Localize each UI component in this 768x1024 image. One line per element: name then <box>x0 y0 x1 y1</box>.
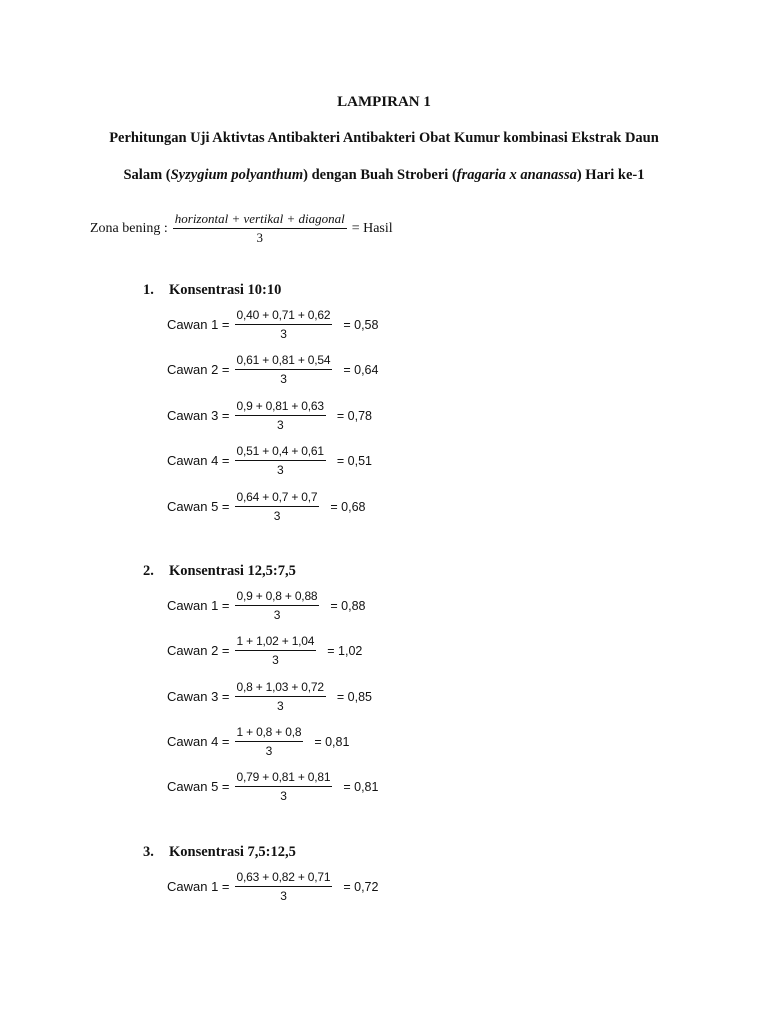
calc-numerator: 0,9 + 0,8 + 0,88 <box>235 589 320 606</box>
page-heading: LAMPIRAN 1 <box>337 94 431 110</box>
calc-denominator: 3 <box>272 653 279 667</box>
calc-result: = 0,85 <box>336 689 372 704</box>
calc-row <box>167 353 378 386</box>
calc-denominator: 3 <box>276 699 284 713</box>
section-title: Konsentrasi 10:10 <box>169 282 282 298</box>
calc-numerator: 0,51 + 0,4 + 0,61 <box>235 444 326 461</box>
cawan-label: Cawan 3 = <box>167 689 230 704</box>
calc-result: = 0,58 <box>343 317 379 332</box>
calc-fraction <box>235 308 333 341</box>
calc-fraction <box>235 634 317 667</box>
subtitle-species-1: Syzygium polyanthum <box>170 167 304 183</box>
section-1-header <box>143 282 281 299</box>
calc-row <box>167 490 366 523</box>
cawan-label: Cawan 4 = <box>167 734 230 749</box>
cawan-label: Cawan 5 = <box>167 779 230 794</box>
section-number: 1. <box>143 282 154 298</box>
calc-fraction <box>235 770 333 803</box>
cawan-label: Cawan 4 = <box>167 453 230 468</box>
cawan-label: Cawan 1 = <box>167 879 230 894</box>
calc-fraction <box>235 725 304 758</box>
calc-denominator: 3 <box>280 372 287 386</box>
calc-row <box>167 870 378 903</box>
calc-result: = 0,78 <box>336 408 372 423</box>
cawan-label: Cawan 2 = <box>167 643 230 658</box>
zona-bening-formula <box>90 212 393 245</box>
calc-fraction <box>235 444 326 477</box>
calc-result: = 0,72 <box>343 879 379 894</box>
calc-denominator: 3 <box>265 744 273 758</box>
subtitle-text: ) Hari ke-1 <box>576 167 645 183</box>
calc-row <box>167 634 362 667</box>
section-number: 3. <box>143 844 154 860</box>
calc-denominator: 3 <box>280 789 287 803</box>
calc-denominator: 3 <box>276 463 284 477</box>
calc-row <box>167 680 372 713</box>
document-subtitle-line2 <box>0 167 768 184</box>
section-3-header <box>143 844 296 861</box>
section-number: 2. <box>143 563 154 579</box>
cawan-label: Cawan 2 = <box>167 362 230 377</box>
section-title: Konsentrasi 12,5:7,5 <box>169 563 296 579</box>
section-title: Konsentrasi 7,5:12,5 <box>169 844 296 860</box>
cawan-label: Cawan 5 = <box>167 499 230 514</box>
calc-result: = 0,64 <box>343 362 379 377</box>
calc-fraction <box>235 870 333 903</box>
calc-denominator: 3 <box>280 889 287 903</box>
subtitle-species-2: fragaria x ananassa <box>456 167 577 183</box>
calc-numerator: 1 + 1,02 + 1,04 <box>235 634 317 651</box>
calc-denominator: 3 <box>273 608 281 622</box>
calc-row <box>167 399 372 432</box>
calc-numerator: 0,61 + 0,81 + 0,54 <box>235 353 333 370</box>
calc-numerator: 0,79 + 0,81 + 0,81 <box>235 770 333 787</box>
document-subtitle-line1: Perhitungan Uji Aktivtas Antibakteri Antibakteri Obat Kumur kombinasi Ekstrak Daun <box>109 130 659 146</box>
calc-numerator: 0,40 + 0,71 + 0,62 <box>235 308 333 325</box>
subtitle-text: ) dengan Buah Stroberi ( <box>303 167 457 183</box>
formula-result: = Hasil <box>351 220 393 236</box>
calc-numerator: 0,8 + 1,03 + 0,72 <box>235 680 326 697</box>
calc-row <box>167 308 378 341</box>
section-2-header <box>143 563 296 580</box>
calc-numerator: 0,63 + 0,82 + 0,71 <box>235 870 333 887</box>
calc-denominator: 3 <box>273 509 281 523</box>
calc-row <box>167 770 378 803</box>
calc-result: = 0,88 <box>330 598 366 613</box>
formula-label: Zona bening : <box>90 220 168 236</box>
calc-result: = 1,02 <box>327 643 363 658</box>
calc-fraction <box>235 680 326 713</box>
formula-numerator: horizontal + vertikal + diagonal <box>173 212 347 229</box>
calc-numerator: 1 + 0,8 + 0,8 <box>235 725 304 742</box>
calc-fraction <box>235 399 326 432</box>
calc-numerator: 0,64 + 0,7 + 0,7 <box>235 490 320 507</box>
calc-fraction <box>235 353 333 386</box>
calc-fraction <box>235 490 320 523</box>
calc-row <box>167 589 366 622</box>
calc-row <box>167 725 349 758</box>
cawan-label: Cawan 1 = <box>167 317 230 332</box>
calc-fraction <box>235 589 320 622</box>
calc-result: = 0,81 <box>343 779 379 794</box>
cawan-label: Cawan 1 = <box>167 598 230 613</box>
calc-denominator: 3 <box>280 327 287 341</box>
formula-fraction <box>173 212 347 245</box>
calc-row <box>167 444 372 477</box>
calc-denominator: 3 <box>276 418 284 432</box>
subtitle-text: Salam ( <box>123 167 171 183</box>
cawan-label: Cawan 3 = <box>167 408 230 423</box>
calc-numerator: 0,9 + 0,81 + 0,63 <box>235 399 326 416</box>
calc-result: = 0,68 <box>330 499 366 514</box>
calc-result: = 0,81 <box>314 734 350 749</box>
calc-result: = 0,51 <box>336 453 372 468</box>
formula-denominator: 3 <box>256 230 263 245</box>
